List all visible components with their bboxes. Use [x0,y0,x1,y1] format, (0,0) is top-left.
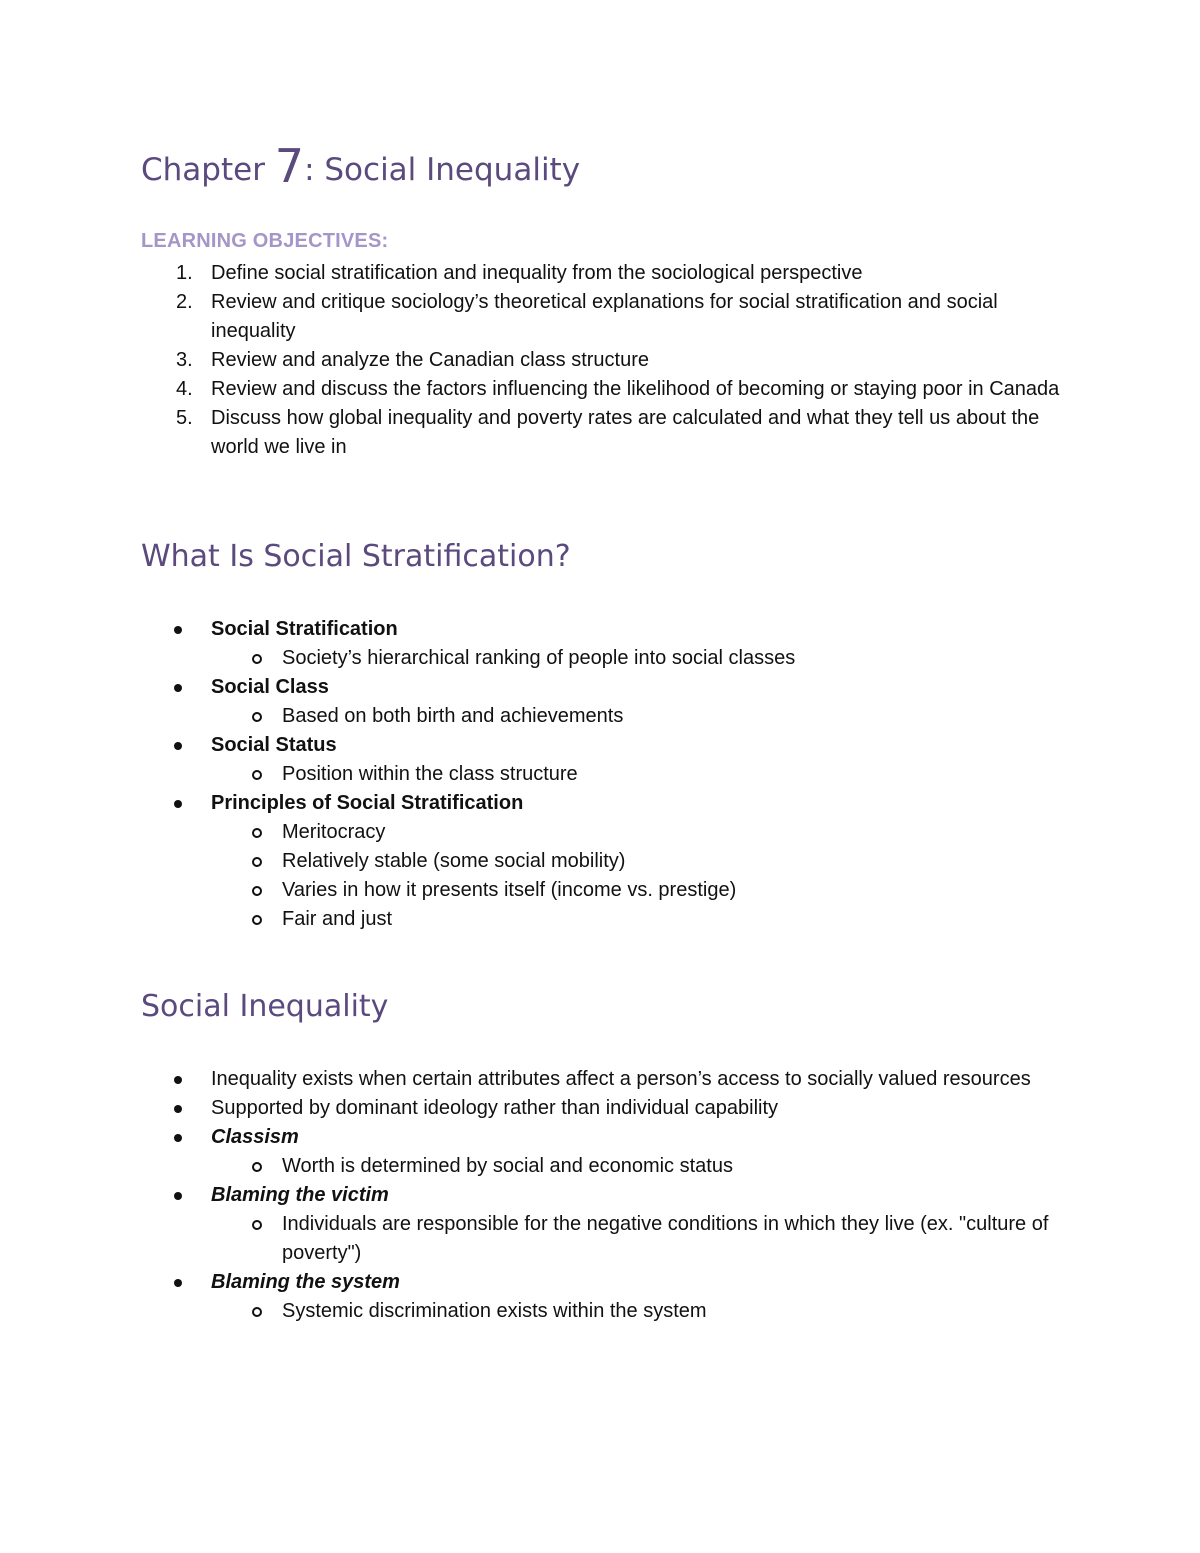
bullet-icon [174,800,182,808]
sub-list-item: Varies in how it presents itself (income vs. prestige) [211,876,1061,905]
bullet-icon [174,1134,182,1142]
learning-objectives-heading: LEARNING OBJECTIVES: [141,230,389,252]
objective-item: 4. Review and discuss the factors influencing the likelihood of becoming or staying poor in Canada [176,378,1060,400]
sub-list-item: Relatively stable (some social mobility) [211,847,1061,876]
circle-bullet-icon [252,654,262,664]
list-item: Social Class Based on both birth and achievements [141,673,1061,731]
sub-list-item: Fair and just [211,905,1061,934]
bullet-icon [174,626,182,634]
circle-bullet-icon [252,1220,262,1230]
list-item: Classism Worth is determined by social and economic status [141,1123,1061,1181]
objective-item: 3. Review and analyze the Canadian class structure [176,349,650,371]
circle-bullet-icon [252,886,262,896]
circle-bullet-icon [252,857,262,867]
circle-bullet-icon [252,828,262,838]
list-item: Inequality exists when certain attributes affect a person’s access to socially valued resources [141,1065,1061,1094]
chapter-title: Chapter 7: Social Inequality [141,139,581,193]
circle-bullet-icon [252,712,262,722]
list-item: Supported by dominant ideology rather than individual capability [141,1094,1061,1123]
bullet-icon [174,742,182,750]
list-item: Social Status Position within the class structure [141,731,1061,789]
list-item: Social Stratification Society’s hierarchical ranking of people into social classes [141,615,1061,673]
sub-list-item: Worth is determined by social and economic status [211,1152,1061,1181]
inequality-list [141,1065,1061,1326]
circle-bullet-icon [252,1307,262,1317]
circle-bullet-icon [252,770,262,780]
list-item: Blaming the victim Individuals are responsible for the negative conditions in which they live (ex. "culture of poverty") [141,1181,1061,1268]
objective-item: 1. Define social stratification and inequality from the sociological perspective [176,262,863,284]
objective-item: 2. Review and critique sociology’s theoretical explanations for social stratification and social inequality [176,291,998,342]
bullet-icon [174,1192,182,1200]
sub-list-item: Position within the class structure [211,760,1061,789]
list-item: Principles of Social Stratification Meritocracy Relatively stable (some social mobility) Varies in how it presents itself (income vs. prestige) Fair and just [141,789,1061,934]
objective-item: 5. Discuss how global inequality and poverty rates are calculated and what they tell us about the world we live in [176,407,1040,458]
sub-list-item: Society’s hierarchical ranking of people into social classes [211,644,1061,673]
bullet-icon [174,1279,182,1287]
bullet-icon [174,684,182,692]
bullet-icon [174,1076,182,1084]
list-item: Blaming the system Systemic discrimination exists within the system [141,1268,1061,1326]
learning-objectives-list [141,259,1061,462]
sub-list-item: Based on both birth and achievements [211,702,1061,731]
sub-list-item: Systemic discrimination exists within the system [211,1297,1061,1326]
stratification-heading: What Is Social Stratification? [141,539,571,574]
sub-list-item: Individuals are responsible for the negative conditions in which they live (ex. "culture of poverty") [211,1210,1061,1268]
inequality-heading: Social Inequality [141,989,389,1024]
stratification-list [141,615,1061,934]
sub-list-item: Meritocracy [211,818,1061,847]
circle-bullet-icon [252,915,262,925]
chapter-number: 7 [274,139,305,193]
bullet-icon [174,1105,182,1113]
circle-bullet-icon [252,1162,262,1172]
